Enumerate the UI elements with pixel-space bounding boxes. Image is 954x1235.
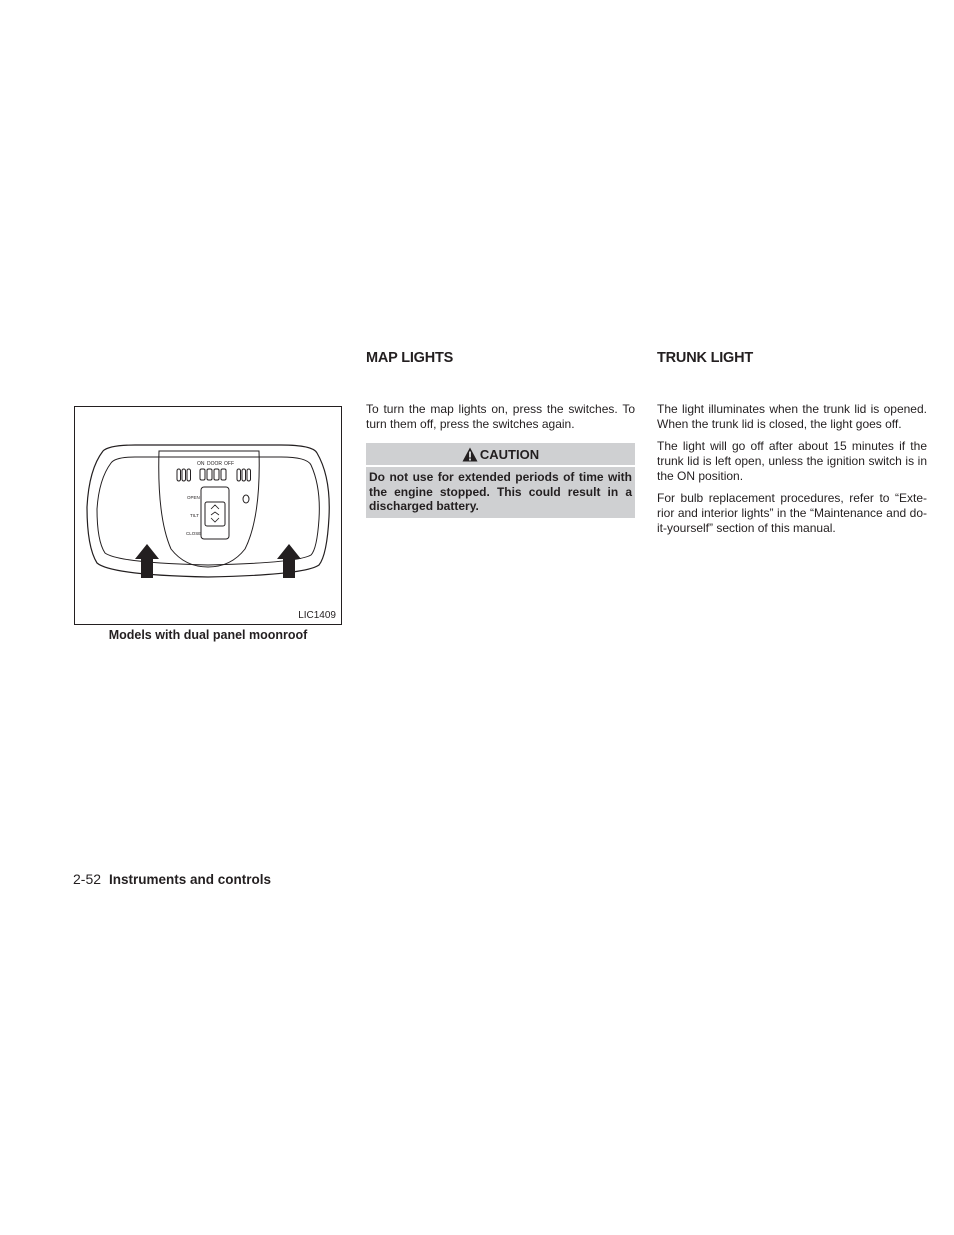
label-off: OFF — [224, 461, 234, 467]
caution-title: CAUTION — [479, 446, 540, 462]
map-light-switch-left — [177, 469, 191, 481]
page-number: 2-52 — [73, 871, 102, 887]
trunk-light-paragraph-3: For bulb replacement procedures, refer to “Exte-rior and interior lights” in the “Maintenance and do-it-yourself” section of this manual. — [657, 491, 927, 535]
map-lights-paragraph: To turn the map lights on, press the switches. To turn them off, press the switches again. — [366, 402, 635, 431]
caution-text: Do not use for extended periods of time with the engine stopped. This could result in a discharged battery. — [366, 467, 635, 518]
section-name: Instruments and controls — [109, 872, 272, 887]
trunk-light-paragraph-1: The light illuminates when the trunk lid is opened. When the trunk lid is closed, the light goes off. — [657, 402, 927, 431]
map-lights-text-block — [366, 402, 635, 439]
label-on: ON — [197, 461, 205, 467]
trunk-light-paragraph-2: The light will go off after about 15 minutes if the trunk lid is left open, unless the ignition switch is in the ON position. — [657, 439, 927, 483]
overhead-console-illustration — [75, 407, 341, 624]
trunk-light-heading: TRUNK LIGHT — [657, 350, 754, 366]
map-lights-heading: MAP LIGHTS — [366, 350, 454, 366]
warning-triangle-icon — [462, 447, 478, 462]
label-open: OPEN — [187, 495, 200, 500]
caution-header — [366, 443, 635, 465]
label-tilt: TILT — [190, 513, 199, 518]
room-light-switch — [200, 469, 226, 480]
trunk-light-text-block — [657, 402, 927, 543]
map-light-switch-right — [237, 469, 251, 481]
page-footer — [73, 871, 271, 887]
map-lights-figure — [74, 406, 342, 625]
label-door: DOOR — [207, 461, 222, 467]
label-close: CLOSE — [186, 531, 202, 536]
figure-code: LIC1409 — [298, 610, 336, 621]
figure-caption: Models with dual panel moonroof — [108, 628, 308, 642]
